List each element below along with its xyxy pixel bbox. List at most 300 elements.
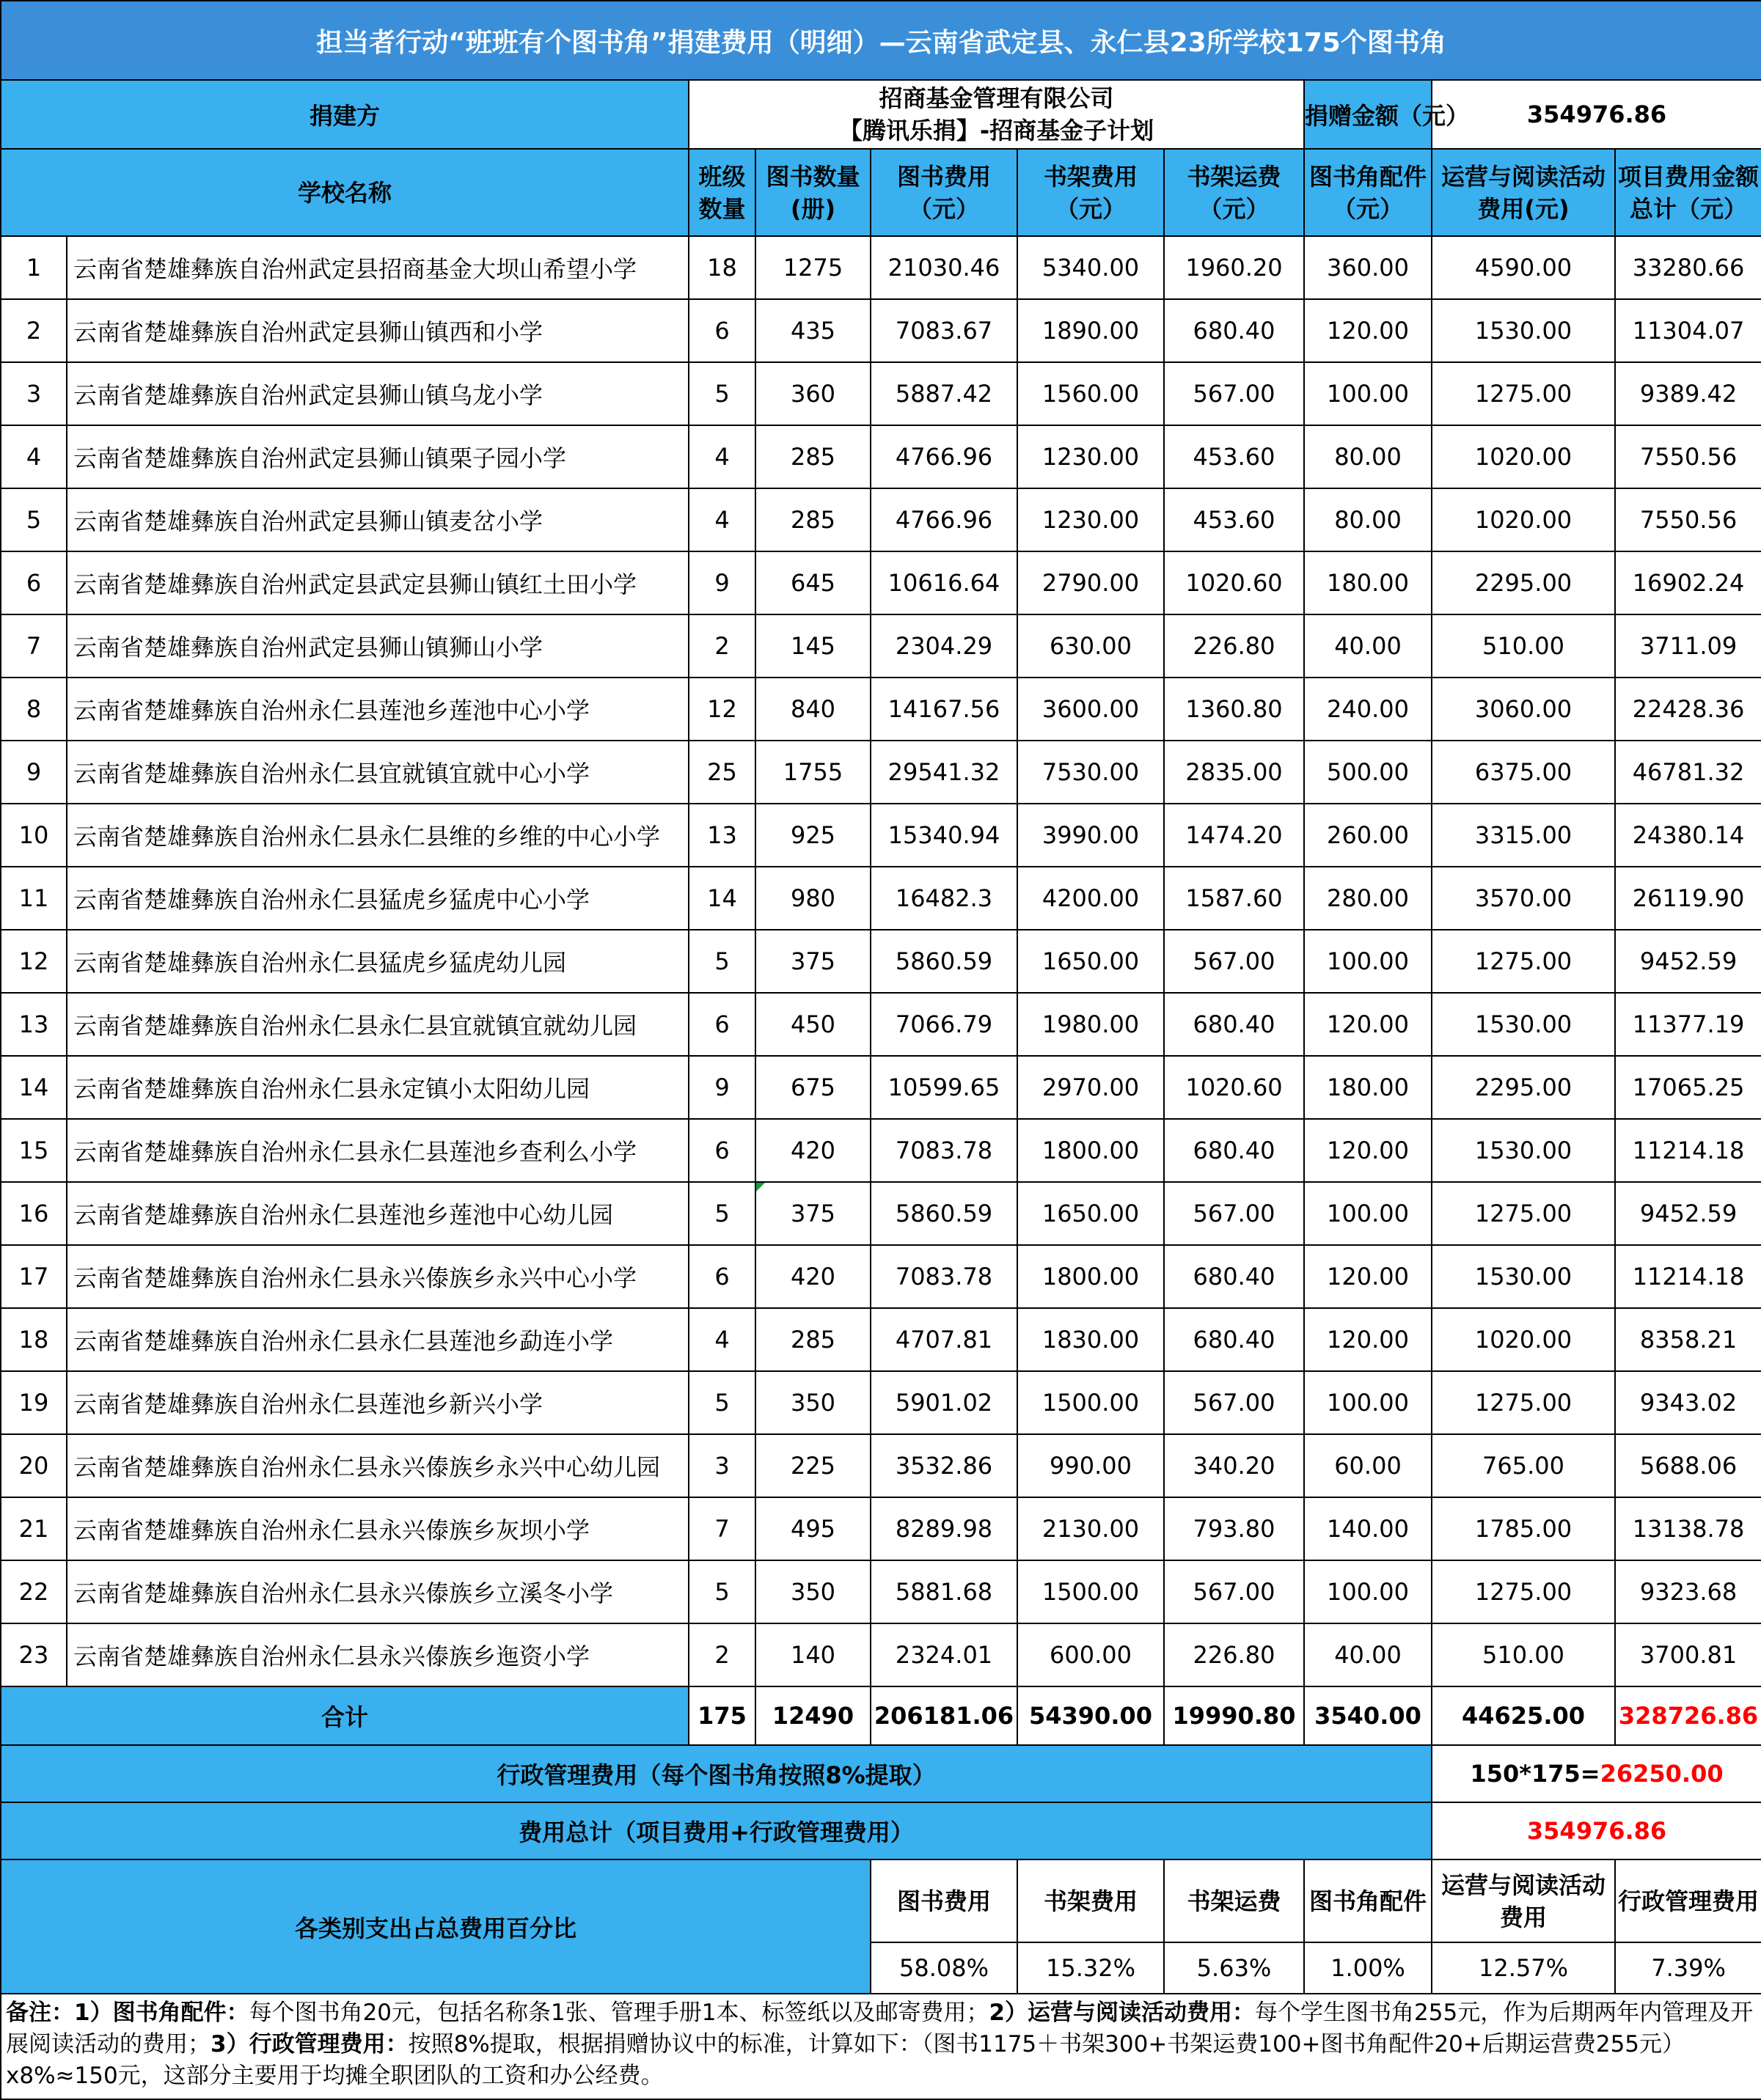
class-count: 12 [689, 678, 755, 741]
table-row [1, 1434, 1761, 1497]
shelf-freight: 1360.80 [1164, 678, 1304, 741]
class-count: 5 [689, 1182, 755, 1245]
row-number: 20 [1, 1434, 67, 1497]
book-count: 435 [755, 299, 871, 362]
book-count: 350 [755, 1560, 871, 1623]
row-number: 15 [1, 1119, 67, 1182]
shelf-cost: 1650.00 [1017, 930, 1164, 993]
operations-cost: 765.00 [1432, 1434, 1615, 1497]
row-total: 11377.19 [1615, 993, 1761, 1056]
school-name: 云南省楚雄彝族自治州永仁县永仁县维的乡维的中心小学 [67, 804, 689, 867]
book-cost: 5901.02 [871, 1371, 1017, 1434]
shelf-freight: 226.80 [1164, 1623, 1304, 1686]
class-count: 6 [689, 1119, 755, 1182]
shelf-cost: 1500.00 [1017, 1560, 1164, 1623]
note-term-admin: 行政管理费用： [249, 2031, 409, 2057]
accessories-cost: 100.00 [1304, 362, 1432, 425]
row-number: 14 [1, 1056, 67, 1119]
grand-total-row [1, 1802, 1761, 1859]
notes-text [1, 1994, 1761, 2099]
shelf-cost: 1230.00 [1017, 488, 1164, 551]
operations-cost: 2295.00 [1432, 1056, 1615, 1119]
shelf-freight: 453.60 [1164, 488, 1304, 551]
table-row [1, 804, 1761, 867]
book-cost: 10599.65 [871, 1056, 1017, 1119]
row-number: 19 [1, 1371, 67, 1434]
totals-accessories: 3540.00 [1304, 1686, 1432, 1745]
shelf-cost: 3600.00 [1017, 678, 1164, 741]
class-count: 4 [689, 1308, 755, 1371]
school-name: 云南省楚雄彝族自治州永仁县莲池乡莲池中心小学 [67, 678, 689, 741]
book-count: 285 [755, 1308, 871, 1371]
shelf-cost: 1800.00 [1017, 1119, 1164, 1182]
totals-label: 合计 [1, 1686, 689, 1745]
percent-book: 58.08% [871, 1942, 1017, 1994]
accessories-cost: 120.00 [1304, 993, 1432, 1056]
book-cost: 2324.01 [871, 1623, 1017, 1686]
percent-header-freight: 书架运费 [1164, 1859, 1304, 1942]
note-prefix: 备注：1） [6, 2000, 113, 2026]
row-total: 11214.18 [1615, 1245, 1761, 1308]
school-name: 云南省楚雄彝族自治州永仁县永兴傣族乡迤资小学 [67, 1623, 689, 1686]
class-count: 9 [689, 551, 755, 614]
school-name: 云南省楚雄彝族自治州武定县狮山镇狮山小学 [67, 614, 689, 678]
shelf-freight: 680.40 [1164, 1245, 1304, 1308]
operations-cost: 1275.00 [1432, 1182, 1615, 1245]
row-total: 9323.68 [1615, 1560, 1761, 1623]
shelf-freight: 453.60 [1164, 425, 1304, 488]
accessories-cost: 120.00 [1304, 299, 1432, 362]
operations-cost: 1530.00 [1432, 993, 1615, 1056]
book-cost: 5881.68 [871, 1560, 1017, 1623]
book-count: 350 [755, 1371, 871, 1434]
shelf-freight: 567.00 [1164, 1371, 1304, 1434]
shelf-freight: 680.40 [1164, 299, 1304, 362]
shelf-freight: 2835.00 [1164, 741, 1304, 804]
totals-operations: 44625.00 [1432, 1686, 1615, 1745]
title-row [1, 1, 1761, 80]
book-cost: 4707.81 [871, 1308, 1017, 1371]
operations-cost: 1530.00 [1432, 1119, 1615, 1182]
class-count: 13 [689, 804, 755, 867]
percent-header-book: 图书费用 [871, 1859, 1017, 1942]
accessories-cost: 260.00 [1304, 804, 1432, 867]
operations-cost: 1275.00 [1432, 930, 1615, 993]
table-row [1, 1371, 1761, 1434]
school-name: 云南省楚雄彝族自治州永仁县永仁县莲池乡勐连小学 [67, 1308, 689, 1371]
table-row [1, 1308, 1761, 1371]
header-books: 图书数量(册) [755, 149, 871, 236]
book-cost: 14167.56 [871, 678, 1017, 741]
operations-cost: 6375.00 [1432, 741, 1615, 804]
school-name: 云南省楚雄彝族自治州永仁县永仁县宜就镇宜就幼儿园 [67, 993, 689, 1056]
school-name: 云南省楚雄彝族自治州武定县狮山镇麦岔小学 [67, 488, 689, 551]
percent-shelf: 15.32% [1017, 1942, 1164, 1994]
accessories-cost: 180.00 [1304, 551, 1432, 614]
accessories-cost: 80.00 [1304, 488, 1432, 551]
book-cost: 21030.46 [871, 236, 1017, 299]
accessories-cost: 120.00 [1304, 1308, 1432, 1371]
book-count: 420 [755, 1119, 871, 1182]
book-cost: 10616.64 [871, 551, 1017, 614]
row-total: 9452.59 [1615, 930, 1761, 993]
book-count: 495 [755, 1497, 871, 1560]
shelf-freight: 1020.60 [1164, 1056, 1304, 1119]
percent-header-row [1, 1859, 1761, 1942]
shelf-freight: 1587.60 [1164, 867, 1304, 930]
book-count: 375 [755, 930, 871, 993]
note-term-operations: 运营与阅读活动费用： [1028, 2000, 1256, 2026]
operations-cost: 1020.00 [1432, 1308, 1615, 1371]
column-header-row [1, 149, 1761, 236]
edit-marker-icon [756, 1183, 765, 1192]
row-number: 2 [1, 299, 67, 362]
book-cost: 7083.67 [871, 299, 1017, 362]
row-number: 9 [1, 741, 67, 804]
note-desc-admin: 按照8%提取，根据捐赠协议中的标准，计算如下：（图书1175＋书架300+书架运费100+图书角配件20+后期运营费255元）x8%≈150元，这部分主要用于均摊全职团队的工资和办公经费。 [6, 2031, 1685, 2089]
header-classes: 班级数量 [689, 149, 755, 236]
shelf-cost: 1830.00 [1017, 1308, 1164, 1371]
table-row [1, 299, 1761, 362]
shelf-cost: 5340.00 [1017, 236, 1164, 299]
operations-cost: 1530.00 [1432, 299, 1615, 362]
shelf-freight: 1474.20 [1164, 804, 1304, 867]
accessories-cost: 360.00 [1304, 236, 1432, 299]
donor-row [1, 80, 1761, 149]
row-number: 12 [1, 930, 67, 993]
operations-cost: 1275.00 [1432, 1371, 1615, 1434]
book-cost: 2304.29 [871, 614, 1017, 678]
school-name: 云南省楚雄彝族自治州武定县狮山镇乌龙小学 [67, 362, 689, 425]
percent-label: 各类别支出占总费用百分比 [1, 1859, 871, 1994]
table-row [1, 930, 1761, 993]
book-count: 225 [755, 1434, 871, 1497]
shelf-cost: 1230.00 [1017, 425, 1164, 488]
shelf-cost: 1500.00 [1017, 1371, 1164, 1434]
percent-header-admin: 行政管理费用 [1615, 1859, 1761, 1942]
book-cost: 5887.42 [871, 362, 1017, 425]
header-shelf-cost: 书架费用（元） [1017, 149, 1164, 236]
book-count [755, 1182, 871, 1245]
class-count: 7 [689, 1497, 755, 1560]
row-number: 17 [1, 1245, 67, 1308]
book-count: 450 [755, 993, 871, 1056]
note-desc-operations: 每个学生图书角255元，作为后期两年内管理及开展阅读活动的费用； [6, 2000, 1754, 2057]
admin-fee-amount: 26250.00 [1600, 1760, 1724, 1788]
shelf-freight: 1020.60 [1164, 551, 1304, 614]
header-book-cost: 图书费用（元） [871, 149, 1017, 236]
grand-total-label: 费用总计（项目费用+行政管理费用） [1, 1802, 1432, 1859]
page-title: 担当者行动“班班有个图书角”捐建费用（明细）—云南省武定县、永仁县23所学校175个图书角 [1, 1, 1761, 80]
accessories-cost: 140.00 [1304, 1497, 1432, 1560]
table-row [1, 867, 1761, 930]
totals-row [1, 1686, 1761, 1745]
accessories-cost: 60.00 [1304, 1434, 1432, 1497]
totals-project-total: 328726.86 [1615, 1686, 1761, 1745]
book-cost: 5860.59 [871, 930, 1017, 993]
school-name: 云南省楚雄彝族自治州永仁县永兴傣族乡永兴中心小学 [67, 1245, 689, 1308]
accessories-cost: 240.00 [1304, 678, 1432, 741]
admin-fee-label: 行政管理费用（每个图书角按照8%提取） [1, 1745, 1432, 1802]
operations-cost: 510.00 [1432, 1623, 1615, 1686]
class-count: 2 [689, 1623, 755, 1686]
row-total: 33280.66 [1615, 236, 1761, 299]
totals-classes: 175 [689, 1686, 755, 1745]
class-count: 6 [689, 1245, 755, 1308]
operations-cost: 1275.00 [1432, 362, 1615, 425]
book-cost: 3532.86 [871, 1434, 1017, 1497]
book-cost: 4766.96 [871, 488, 1017, 551]
accessories-cost: 40.00 [1304, 614, 1432, 678]
row-total: 9343.02 [1615, 1371, 1761, 1434]
school-name: 云南省楚雄彝族自治州永仁县永兴傣族乡永兴中心幼儿园 [67, 1434, 689, 1497]
shelf-cost: 2130.00 [1017, 1497, 1164, 1560]
row-total: 22428.36 [1615, 678, 1761, 741]
school-name: 云南省楚雄彝族自治州永仁县莲池乡莲池中心幼儿园 [67, 1182, 689, 1245]
school-name: 云南省楚雄彝族自治州永仁县永仁县莲池乡查利么小学 [67, 1119, 689, 1182]
table-row [1, 551, 1761, 614]
table-row [1, 741, 1761, 804]
table-row [1, 236, 1761, 299]
note-term-accessories: 图书角配件： [112, 2000, 249, 2026]
percent-accessories: 1.00% [1304, 1942, 1432, 1994]
shelf-freight: 567.00 [1164, 930, 1304, 993]
class-count: 18 [689, 236, 755, 299]
school-name: 云南省楚雄彝族自治州武定县狮山镇栗子园小学 [67, 425, 689, 488]
note-desc-accessories: 每个图书角20元，包括名称条1张、管理手册1本、标签纸以及邮寄费用； [249, 2000, 989, 2026]
row-total: 11304.07 [1615, 299, 1761, 362]
row-total: 11214.18 [1615, 1119, 1761, 1182]
operations-cost: 1275.00 [1432, 1560, 1615, 1623]
shelf-cost: 1980.00 [1017, 993, 1164, 1056]
class-count: 9 [689, 1056, 755, 1119]
accessories-cost: 120.00 [1304, 1119, 1432, 1182]
shelf-freight: 680.40 [1164, 993, 1304, 1056]
table-row [1, 1497, 1761, 1560]
row-number: 7 [1, 614, 67, 678]
table-row [1, 678, 1761, 741]
admin-fee-value [1432, 1745, 1761, 1802]
operations-cost: 1785.00 [1432, 1497, 1615, 1560]
table-row [1, 1560, 1761, 1623]
header-operations: 运营与阅读活动费用(元) [1432, 149, 1615, 236]
header-school: 学校名称 [1, 149, 689, 236]
row-number: 22 [1, 1560, 67, 1623]
accessories-cost: 100.00 [1304, 1182, 1432, 1245]
row-total: 3711.09 [1615, 614, 1761, 678]
row-total: 9389.42 [1615, 362, 1761, 425]
row-number: 5 [1, 488, 67, 551]
school-name: 云南省楚雄彝族自治州永仁县永兴傣族乡立溪冬小学 [67, 1560, 689, 1623]
row-number: 13 [1, 993, 67, 1056]
class-count: 6 [689, 993, 755, 1056]
donation-amount-value: 354976.86 [1432, 80, 1761, 149]
row-total: 16902.24 [1615, 551, 1761, 614]
table-row [1, 1245, 1761, 1308]
admin-fee-row [1, 1745, 1761, 1802]
note-number-3: 3） [210, 2031, 249, 2057]
row-total: 5688.06 [1615, 1434, 1761, 1497]
book-count: 925 [755, 804, 871, 867]
donor-label: 捐建方 [1, 80, 689, 149]
row-number: 21 [1, 1497, 67, 1560]
shelf-freight: 340.20 [1164, 1434, 1304, 1497]
row-total: 13138.78 [1615, 1497, 1761, 1560]
book-count: 360 [755, 362, 871, 425]
class-count: 3 [689, 1434, 755, 1497]
table-row [1, 1623, 1761, 1686]
totals-book-cost: 206181.06 [871, 1686, 1017, 1745]
book-cost: 7083.78 [871, 1119, 1017, 1182]
shelf-freight: 680.40 [1164, 1308, 1304, 1371]
note-number-2: 2） [989, 2000, 1028, 2026]
accessories-cost: 180.00 [1304, 1056, 1432, 1119]
class-count: 5 [689, 1560, 755, 1623]
table-row [1, 1182, 1761, 1245]
row-total: 17065.25 [1615, 1056, 1761, 1119]
operations-cost: 3315.00 [1432, 804, 1615, 867]
school-name: 云南省楚雄彝族自治州永仁县宜就镇宜就中心小学 [67, 741, 689, 804]
school-name: 云南省楚雄彝族自治州永仁县莲池乡新兴小学 [67, 1371, 689, 1434]
table-row [1, 362, 1761, 425]
shelf-freight: 1960.20 [1164, 236, 1304, 299]
book-count: 420 [755, 1245, 871, 1308]
book-count: 980 [755, 867, 871, 930]
book-count: 1275 [755, 236, 871, 299]
shelf-cost: 1800.00 [1017, 1245, 1164, 1308]
row-number: 3 [1, 362, 67, 425]
row-number: 11 [1, 867, 67, 930]
shelf-cost: 600.00 [1017, 1623, 1164, 1686]
operations-cost: 1530.00 [1432, 1245, 1615, 1308]
school-name: 云南省楚雄彝族自治州武定县招商基金大坝山希望小学 [67, 236, 689, 299]
table-row [1, 1119, 1761, 1182]
book-cost: 29541.32 [871, 741, 1017, 804]
donation-amount-label-text: 捐赠金额（元） [1305, 102, 1470, 130]
row-number: 10 [1, 804, 67, 867]
accessories-cost: 500.00 [1304, 741, 1432, 804]
school-name: 云南省楚雄彝族自治州永仁县永兴傣族乡灰坝小学 [67, 1497, 689, 1560]
row-number: 16 [1, 1182, 67, 1245]
totals-shelf-cost: 54390.00 [1017, 1686, 1164, 1745]
operations-cost: 3570.00 [1432, 867, 1615, 930]
row-total: 7550.56 [1615, 425, 1761, 488]
accessories-cost: 100.00 [1304, 1371, 1432, 1434]
donor-name-line1: 招商基金管理有限公司 [879, 84, 1114, 112]
shelf-cost: 1890.00 [1017, 299, 1164, 362]
book-cost: 16482.3 [871, 867, 1017, 930]
book-cost: 7083.78 [871, 1245, 1017, 1308]
accessories-cost: 280.00 [1304, 867, 1432, 930]
percent-header-operations: 运营与阅读活动费用 [1432, 1859, 1615, 1942]
header-accessories: 图书角配件（元） [1304, 149, 1432, 236]
grand-total-value: 354976.86 [1432, 1802, 1761, 1859]
shelf-cost: 990.00 [1017, 1434, 1164, 1497]
header-total: 项目费用金额总计（元） [1615, 149, 1761, 236]
table-row [1, 1056, 1761, 1119]
table-row [1, 614, 1761, 678]
school-name: 云南省楚雄彝族自治州永仁县永定镇小太阳幼儿园 [67, 1056, 689, 1119]
row-total: 3700.81 [1615, 1623, 1761, 1686]
operations-cost: 2295.00 [1432, 551, 1615, 614]
totals-books: 12490 [755, 1686, 871, 1745]
row-number: 4 [1, 425, 67, 488]
admin-fee-formula: 150*175= [1470, 1760, 1600, 1788]
row-number: 8 [1, 678, 67, 741]
table-row [1, 488, 1761, 551]
book-cost: 7066.79 [871, 993, 1017, 1056]
book-count: 840 [755, 678, 871, 741]
notes-row [1, 1994, 1761, 2099]
row-total: 24380.14 [1615, 804, 1761, 867]
percent-freight: 5.63% [1164, 1942, 1304, 1994]
book-count: 140 [755, 1623, 871, 1686]
shelf-cost: 1560.00 [1017, 362, 1164, 425]
class-count: 6 [689, 299, 755, 362]
shelf-freight: 567.00 [1164, 362, 1304, 425]
book-count: 145 [755, 614, 871, 678]
shelf-cost: 2790.00 [1017, 551, 1164, 614]
class-count: 5 [689, 930, 755, 993]
school-name: 云南省楚雄彝族自治州永仁县猛虎乡猛虎幼儿园 [67, 930, 689, 993]
row-number: 23 [1, 1623, 67, 1686]
shelf-freight: 567.00 [1164, 1182, 1304, 1245]
accessories-cost: 100.00 [1304, 930, 1432, 993]
book-count: 285 [755, 425, 871, 488]
row-total: 8358.21 [1615, 1308, 1761, 1371]
book-count: 285 [755, 488, 871, 551]
accessories-cost: 100.00 [1304, 1560, 1432, 1623]
operations-cost: 510.00 [1432, 614, 1615, 678]
school-name: 云南省楚雄彝族自治州武定县武定县狮山镇红土田小学 [67, 551, 689, 614]
book-count: 645 [755, 551, 871, 614]
percent-header-accessories: 图书角配件 [1304, 1859, 1432, 1942]
table-row [1, 425, 1761, 488]
class-count: 2 [689, 614, 755, 678]
book-count: 675 [755, 1056, 871, 1119]
accessories-cost: 80.00 [1304, 425, 1432, 488]
shelf-cost: 2970.00 [1017, 1056, 1164, 1119]
row-number: 1 [1, 236, 67, 299]
table-row [1, 993, 1761, 1056]
shelf-freight: 680.40 [1164, 1119, 1304, 1182]
row-total: 26119.90 [1615, 867, 1761, 930]
shelf-cost: 1650.00 [1017, 1182, 1164, 1245]
shelf-cost: 7530.00 [1017, 741, 1164, 804]
shelf-freight: 793.80 [1164, 1497, 1304, 1560]
shelf-cost: 630.00 [1017, 614, 1164, 678]
operations-cost: 4590.00 [1432, 236, 1615, 299]
class-count: 5 [689, 362, 755, 425]
row-number: 6 [1, 551, 67, 614]
shelf-freight: 226.80 [1164, 614, 1304, 678]
class-count: 25 [689, 741, 755, 804]
operations-cost: 1020.00 [1432, 425, 1615, 488]
book-count-value: 375 [790, 1200, 836, 1227]
donation-amount-label [1304, 80, 1470, 149]
book-cost: 8289.98 [871, 1497, 1017, 1560]
school-name: 云南省楚雄彝族自治州永仁县猛虎乡猛虎中心小学 [67, 867, 689, 930]
row-total: 46781.32 [1615, 741, 1761, 804]
row-total: 7550.56 [1615, 488, 1761, 551]
school-name: 云南省楚雄彝族自治州武定县狮山镇西和小学 [67, 299, 689, 362]
percent-admin: 7.39% [1615, 1942, 1761, 1994]
totals-freight: 19990.80 [1164, 1686, 1304, 1745]
donor-name-line2: 【腾讯乐捐】-招商基金子计划 [838, 117, 1154, 144]
book-cost: 4766.96 [871, 425, 1017, 488]
percent-header-shelf: 书架费用 [1017, 1859, 1164, 1942]
shelf-cost: 3990.00 [1017, 804, 1164, 867]
